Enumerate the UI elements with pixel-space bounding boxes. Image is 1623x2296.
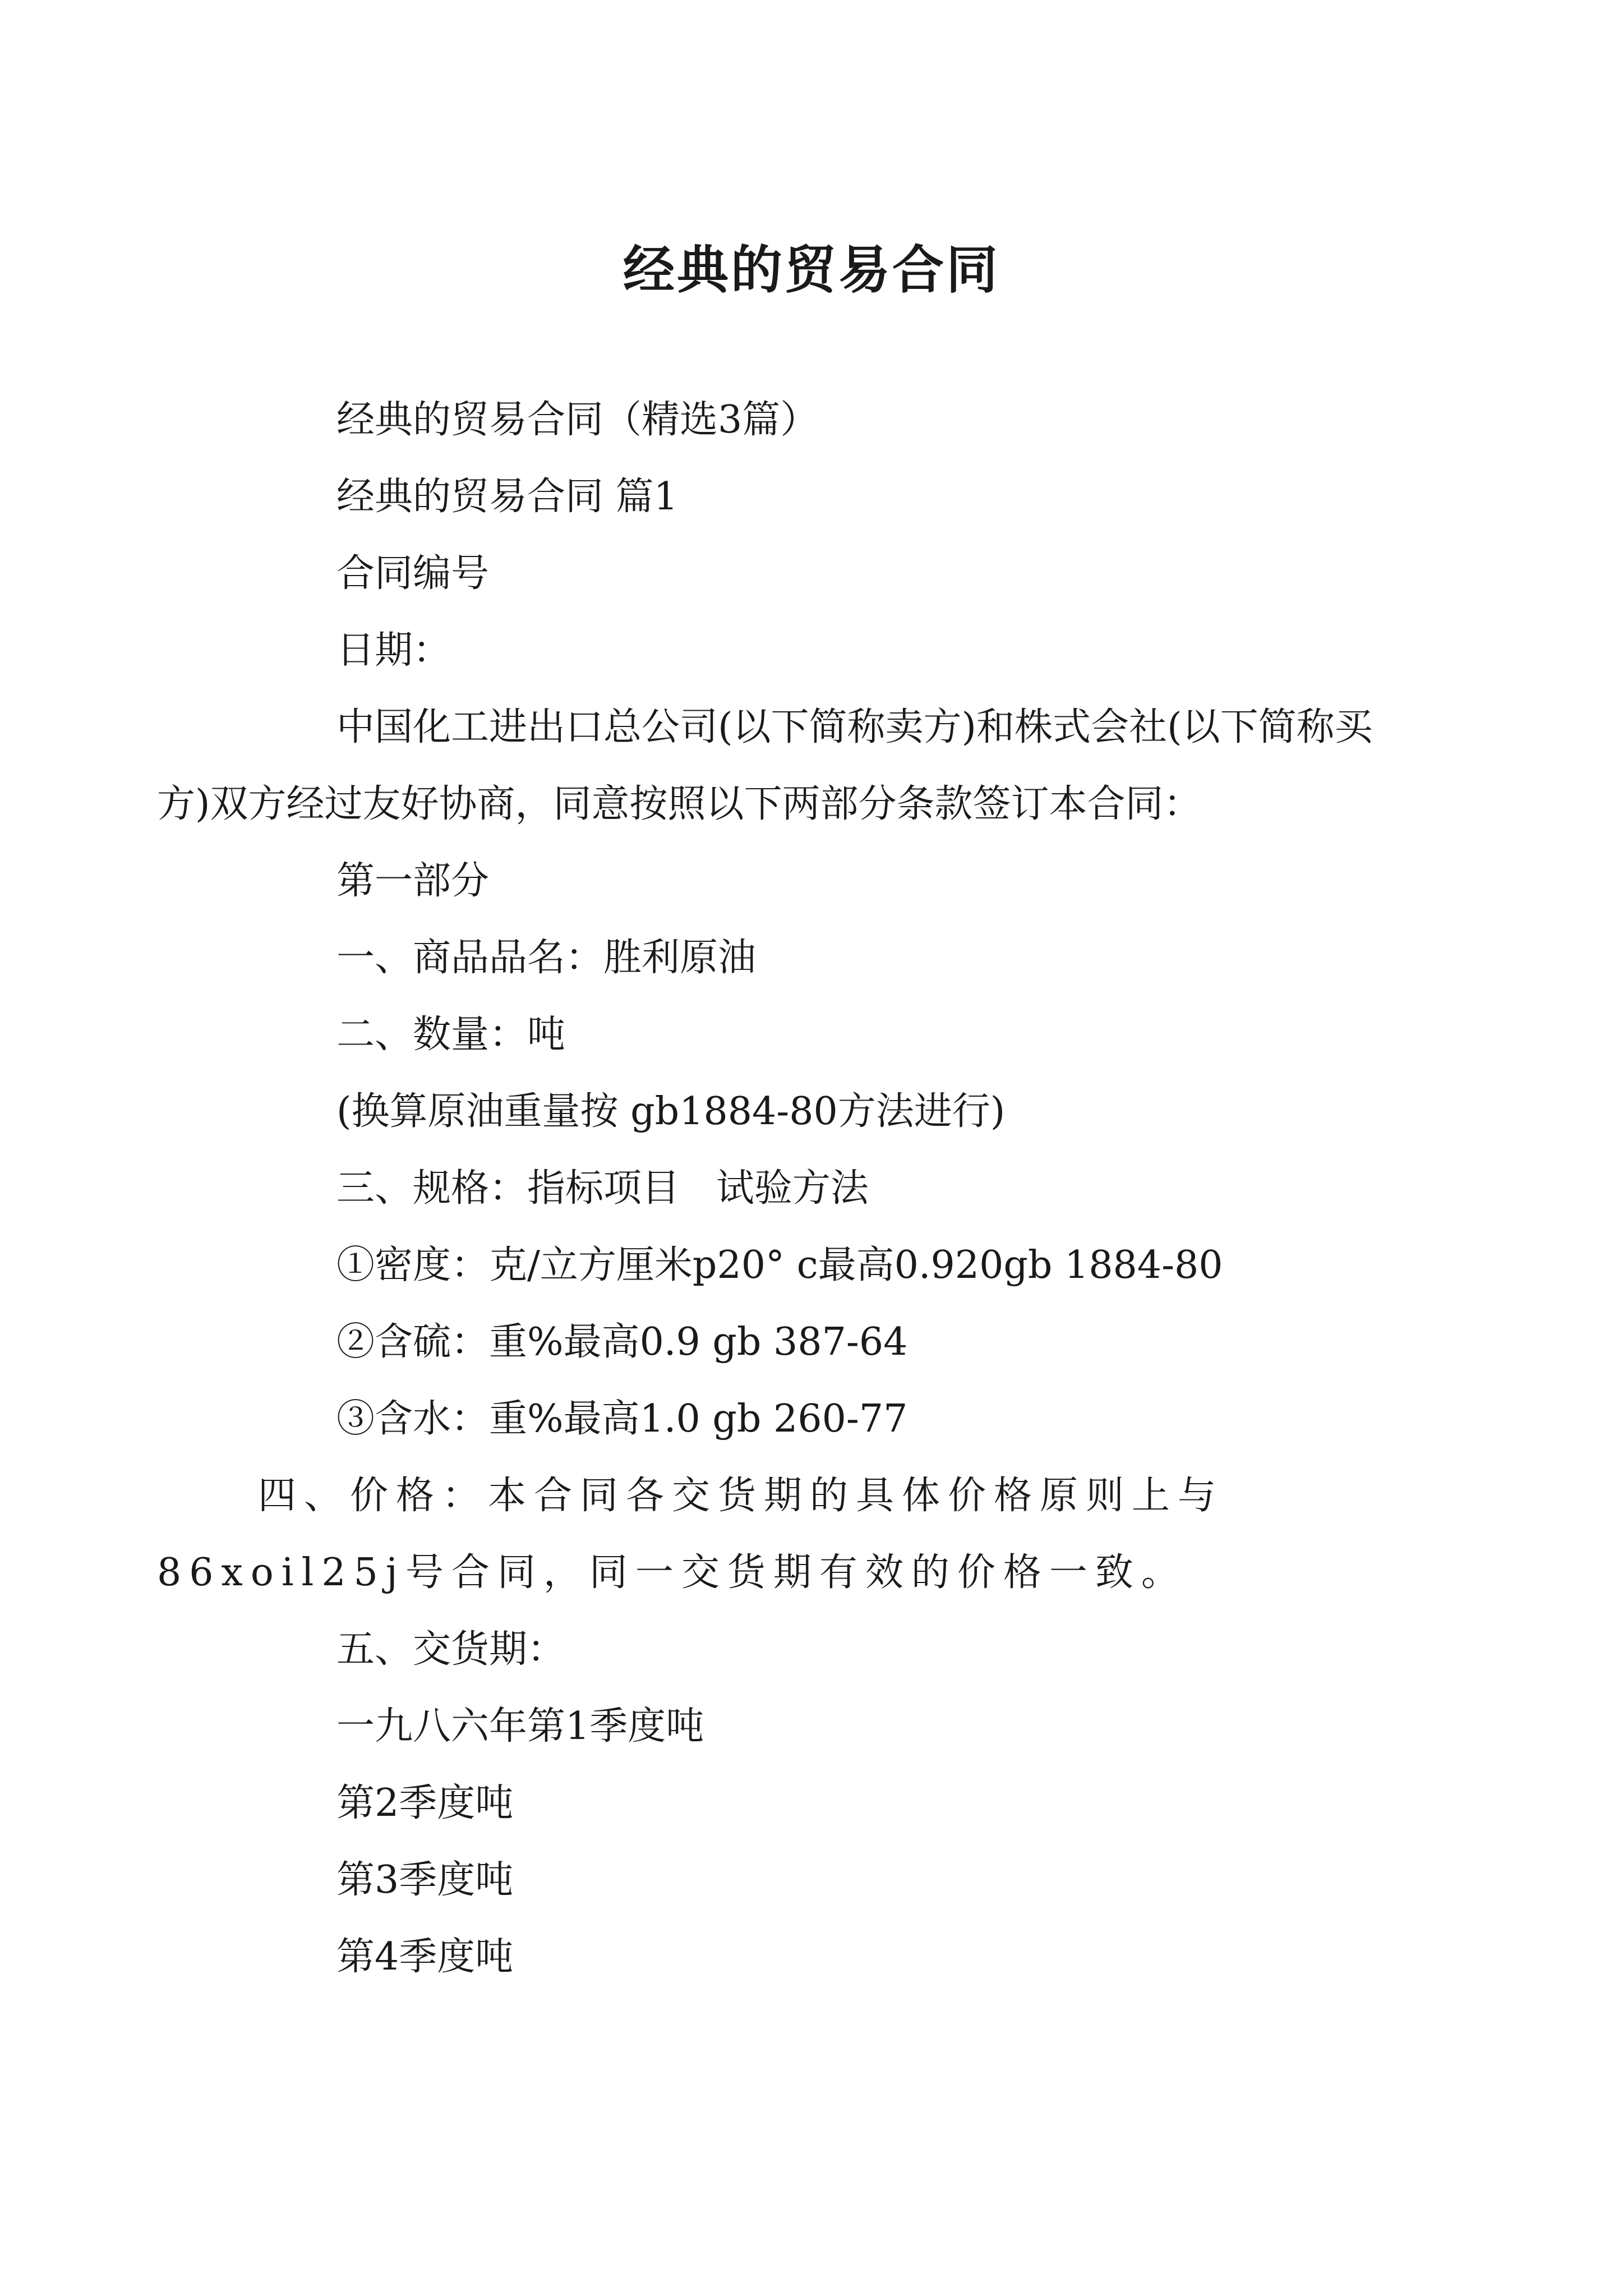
document-title: 经典的贸易合同 — [623, 240, 1000, 300]
paragraph-delivery-period: 五、交货期： — [336, 1627, 566, 1672]
paragraph-conversion-note: (换算原油重量按 gb1884-80方法进行) — [336, 1089, 1006, 1134]
paragraph-spec-sulfur: ②含硫：重%最高0.9 gb 387-64 — [336, 1320, 908, 1364]
document-body — [157, 381, 1396, 1995]
paragraph-quantity: 二、数量：吨 — [336, 1013, 566, 1057]
paragraph-price: 四、价格：本合同各交货期的具体价格原则上与86xoil25j号合同，同一交货期有效的价格一致。 — [157, 1474, 1224, 1595]
paragraph-delivery-q1: 一九八六年第1季度吨 — [336, 1704, 704, 1749]
paragraph-delivery-q3: 第3季度吨 — [336, 1858, 514, 1902]
paragraph-section-heading: 经典的贸易合同 篇1 — [336, 475, 678, 519]
paragraph-preamble: 中国化工进出口总公司(以下简称卖方)和株式会社(以下简称买方)双方经过友好协商，同意按照以下两部分条款签订本合同： — [157, 705, 1373, 826]
paragraph-part-one: 第一部分 — [336, 859, 490, 903]
paragraph-contract-number: 合同编号 — [336, 551, 490, 596]
paragraph-delivery-q2: 第2季度吨 — [336, 1781, 514, 1825]
paragraph-specifications: 三、规格：指标项目 试验方法 — [336, 1166, 869, 1211]
paragraph-product-name: 一、商品品名：胜利原油 — [336, 936, 757, 980]
paragraph-spec-density: ①密度：克/立方厘米p20° c最高0.920gb 1884-80 — [336, 1243, 1223, 1287]
paragraph-date: 日期： — [336, 628, 451, 673]
paragraph-delivery-q4: 第4季度吨 — [336, 1935, 514, 1979]
paragraph-subtitle: 经典的贸易合同（精选3篇） — [336, 398, 819, 442]
paragraph-spec-water: ③含水：重%最高1.0 gb 260-77 — [336, 1397, 908, 1441]
